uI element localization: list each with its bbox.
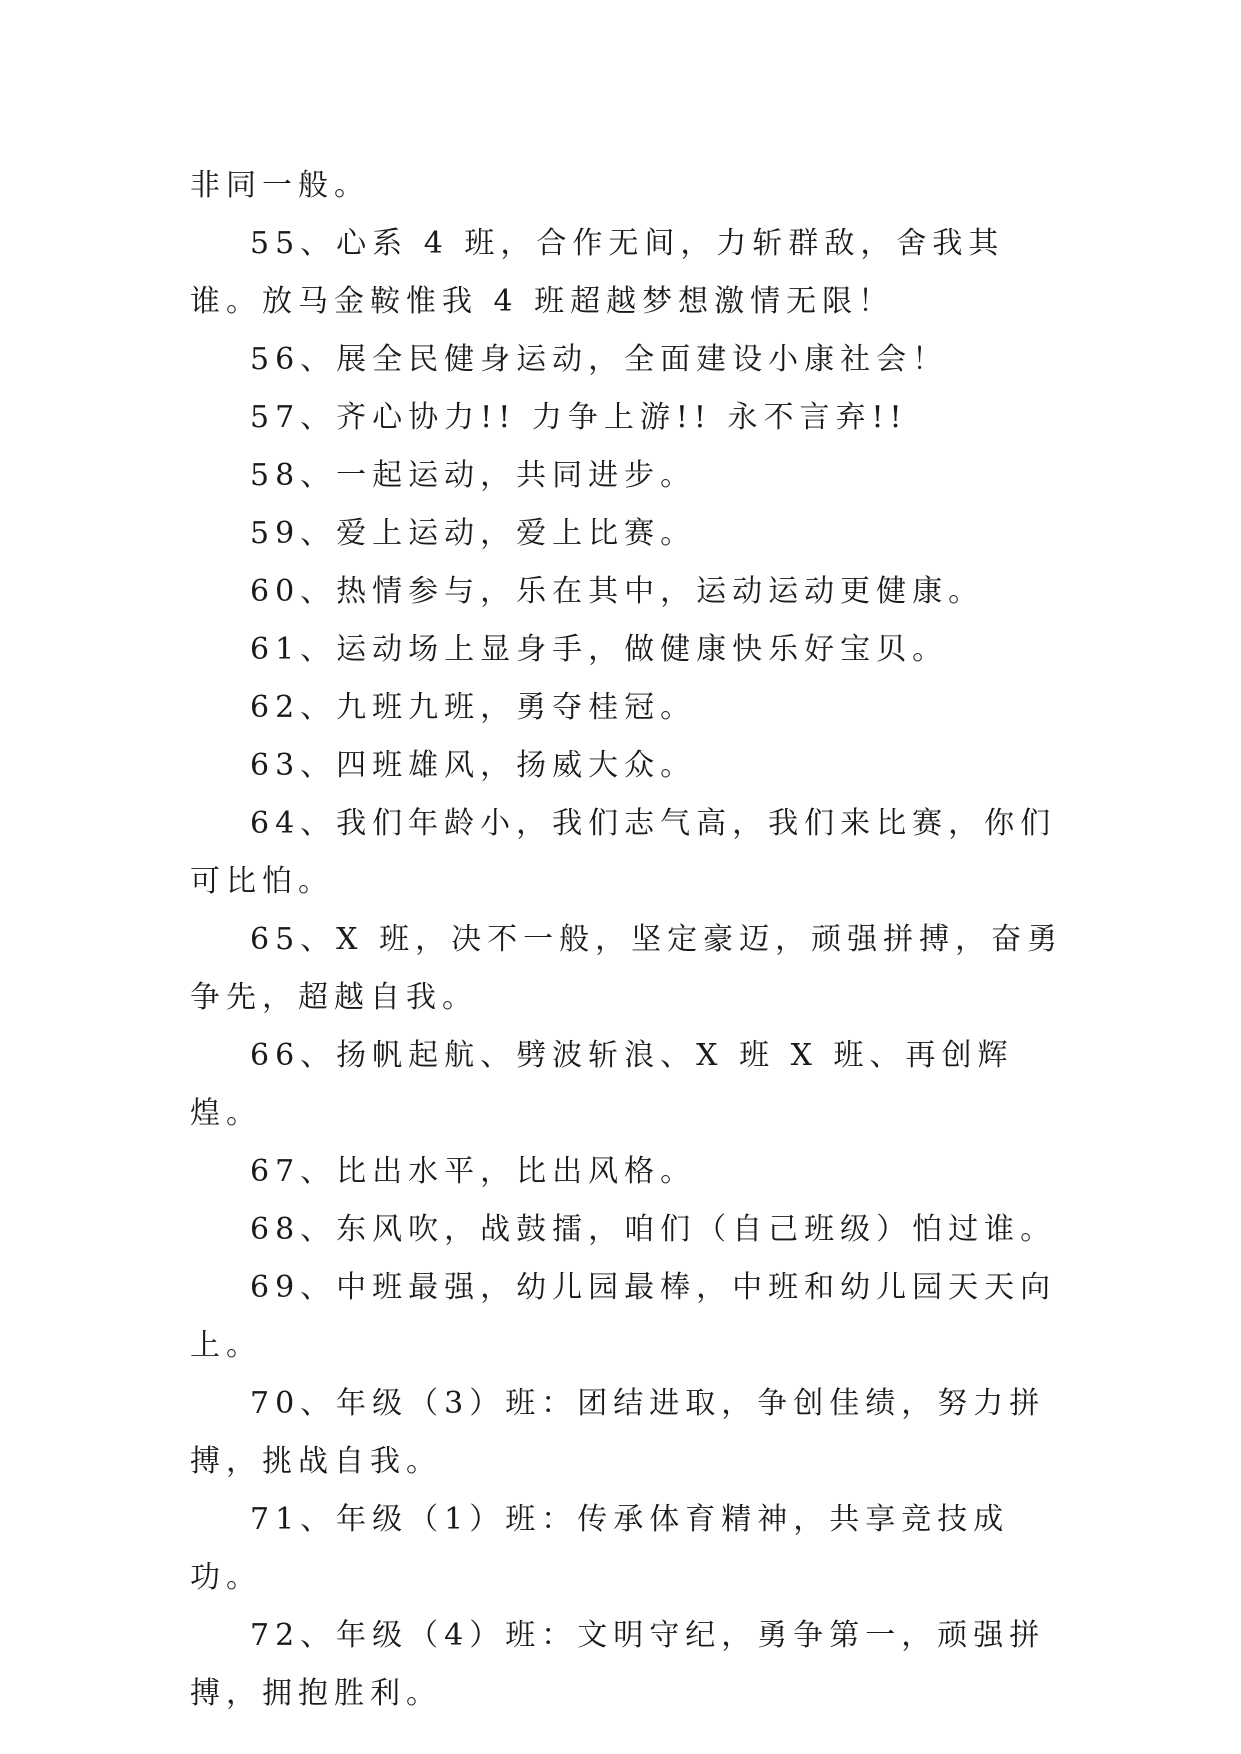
slogan-68: 68、东风吹，战鼓擂，咱们（自己班级）怕过谁。 [250, 1212, 1057, 1247]
document-body [190, 157, 1070, 1723]
paragraph-continuation: 非同一般。 [190, 168, 370, 203]
slogan-66: 66、扬帆起航、劈波斩浪、X 班 X 班、再创辉煌。 [190, 1038, 1014, 1131]
slogan-60: 60、热情参与，乐在其中，运动运动更健康。 [250, 574, 985, 609]
slogan-58: 58、一起运动，共同进步。 [250, 458, 697, 493]
slogan-65: 65、X 班，决不一般，坚定豪迈，顽强拼搏，奋勇争先，超越自我。 [190, 922, 1064, 1015]
slogan-57: 57、齐心协力!! 力争上游!! 永不言弃!! [250, 400, 908, 435]
slogan-69: 69、中班最强，幼儿园最棒，中班和幼儿园天天向上。 [190, 1270, 1057, 1363]
slogan-59: 59、爱上运动，爱上比赛。 [250, 516, 697, 551]
slogan-71: 71、年级（1）班：传承体育精神，共享竞技成功。 [190, 1502, 1010, 1595]
slogan-62: 62、九班九班，勇夺桂冠。 [250, 690, 697, 725]
slogan-67: 67、比出水平，比出风格。 [250, 1154, 697, 1189]
slogan-70: 70、年级（3）班：团结进取，争创佳绩，努力拼搏，挑战自我。 [190, 1386, 1046, 1479]
slogan-63: 63、四班雄风，扬威大众。 [250, 748, 697, 783]
slogan-55: 55、心系 4 班，合作无间，力斩群敌，舍我其谁。放马金鞍惟我 4 班超越梦想激情无限！ [190, 226, 1005, 319]
slogan-64: 64、我们年龄小，我们志气高，我们来比赛，你们可比怕。 [190, 806, 1057, 899]
slogan-72: 72、年级（4）班：文明守纪，勇争第一，顽强拼搏，拥抱胜利。 [190, 1618, 1046, 1711]
slogan-56: 56、展全民健身运动，全面建设小康社会！ [250, 342, 949, 377]
slogan-61: 61、运动场上显身手，做健康快乐好宝贝。 [250, 632, 949, 667]
